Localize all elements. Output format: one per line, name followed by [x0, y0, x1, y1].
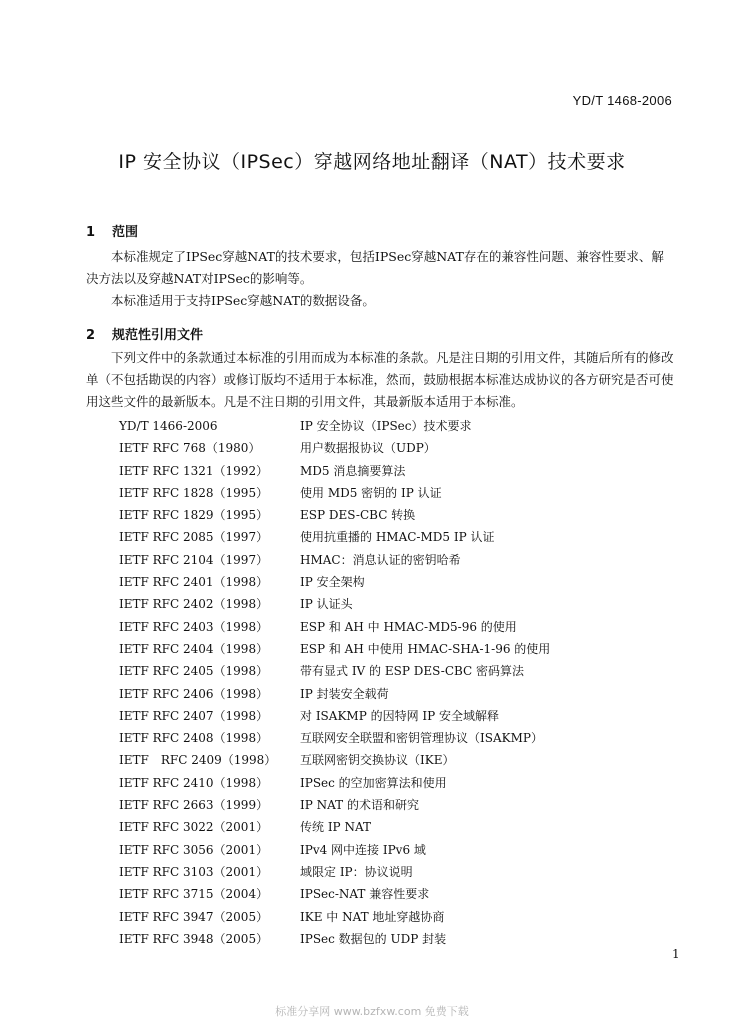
reference-title: IP 安全架构: [300, 575, 365, 590]
reference-title: 用户数据报协议（UDP）: [300, 441, 436, 456]
reference-code: IETF RFC 1829（1995）: [119, 508, 269, 523]
reference-row: [119, 705, 639, 727]
reference-row: [119, 437, 639, 459]
normative-references-paragraph: 下列文件中的条款通过本标准的引用而成为本标准的条款。凡是注日期的引用文件，其随后所有的修改单（不包括勘误的内容）或修订版均不适用于本标准，然而，鼓励根据本标准达成协议的各方研究是否可使用这些文件的最新版本。凡是不注日期的引用文件，其最新版本适用于本标准。: [86, 350, 674, 409]
reference-row: [119, 660, 639, 682]
reference-code: IETF RFC 2408（1998）: [119, 731, 269, 746]
reference-code: IETF RFC 2404（1998）: [119, 641, 269, 656]
reference-row: [119, 526, 639, 548]
reference-title: ESP 和 AH 中 HMAC-MD5-96 的使用: [300, 619, 517, 634]
reference-row: [119, 772, 639, 794]
reference-row: [119, 593, 639, 615]
reference-row: [119, 460, 639, 482]
reference-row: [119, 794, 639, 816]
reference-title: 传统 IP NAT: [300, 820, 371, 835]
reference-row: [119, 482, 639, 504]
section-number: 2: [86, 328, 96, 343]
reference-code: IETF RFC 3022（2001）: [119, 820, 269, 835]
reference-code: IETF RFC 3715（2004）: [119, 887, 269, 902]
reference-title: IPSec 数据包的 UDP 封装: [300, 931, 447, 946]
reference-row: [119, 415, 639, 437]
reference-title: 互联网密钥交换协议（IKE）: [300, 753, 455, 768]
reference-code: IETF RFC 2403（1998）: [119, 619, 269, 634]
reference-title: MD5 消息摘要算法: [300, 463, 406, 478]
reference-row: [119, 504, 639, 526]
reference-row: [119, 906, 639, 928]
reference-code: IETF RFC 3103（2001）: [119, 864, 269, 879]
reference-row: [119, 839, 639, 861]
section-title: 规范性引用文件: [112, 328, 204, 343]
reference-row: [119, 571, 639, 593]
reference-title: 带有显式 IV 的 ESP DES-CBC 密码算法: [300, 664, 525, 679]
document-title: IP 安全协议（IPSec）穿越网络地址翻译（NAT）技术要求: [118, 151, 626, 173]
reference-code: IETF RFC 2410（1998）: [119, 775, 269, 790]
reference-row: [119, 727, 639, 749]
reference-row: [119, 749, 639, 771]
standard-code: YD/T 1468-2006: [572, 93, 672, 108]
reference-title: IKE 中 NAT 地址穿越协商: [300, 909, 445, 924]
reference-code: IETF RFC 768（1980）: [119, 441, 261, 456]
reference-title: IP NAT 的术语和研究: [300, 798, 419, 813]
reference-code: IETF RFC 3947（2005）: [119, 909, 269, 924]
reference-code: YD/T 1466-2006: [119, 419, 218, 433]
section-2-heading: [86, 324, 203, 343]
reference-code: IETF RFC 3948（2005）: [119, 931, 269, 946]
section-title: 范围: [112, 225, 139, 240]
reference-code: IETF RFC 2663（1999）: [119, 798, 269, 813]
reference-row: [119, 861, 639, 883]
reference-code: IETF RFC 2085（1997）: [119, 530, 269, 545]
reference-title: ESP DES-CBC 转换: [300, 508, 416, 523]
scope-paragraph-1: 本标准规定了IPSec穿越NAT的技术要求，包括IPSec穿越NAT存在的兼容性问题、兼容性要求、解决方法以及穿越NAT对IPSec的影响等。: [86, 249, 664, 286]
reference-list: [119, 415, 639, 950]
reference-code: IETF RFC 1828（1995）: [119, 485, 269, 500]
scope-paragraph-2: 本标准适用于支持IPSec穿越NAT的数据设备。: [111, 293, 375, 308]
reference-code: IETF RFC 2401（1998）: [119, 575, 269, 590]
reference-title: ESP 和 AH 中使用 HMAC-SHA-1-96 的使用: [300, 641, 551, 656]
reference-row: [119, 883, 639, 905]
reference-code: IETF RFC 2409（1998）: [119, 753, 277, 768]
reference-code: IETF RFC 2104（1997）: [119, 552, 269, 567]
reference-title: IPSec-NAT 兼容性要求: [300, 887, 430, 902]
reference-title: 使用 MD5 密钥的 IP 认证: [300, 485, 442, 500]
site-watermark[interactable]: 标准分享网 www.bzfxw.com 免费下载: [275, 1005, 469, 1018]
reference-title: IP 认证头: [300, 597, 353, 612]
reference-title: 互联网安全联盟和密钥管理协议（ISAKMP）: [300, 731, 543, 746]
reference-row: [119, 816, 639, 838]
reference-title: IPv4 网中连接 IPv6 域: [300, 842, 426, 857]
reference-title: 对 ISAKMP 的因特网 IP 安全域解释: [300, 708, 500, 723]
reference-code: IETF RFC 2405（1998）: [119, 664, 269, 679]
reference-row: [119, 549, 639, 571]
reference-title: 使用抗重播的 HMAC-MD5 IP 认证: [300, 530, 495, 545]
reference-title: IP 安全协议（IPSec）技术要求: [300, 419, 472, 433]
section-1-heading: [86, 221, 138, 240]
reference-title: IPSec 的空加密算法和使用: [300, 775, 447, 790]
reference-code: IETF RFC 3056（2001）: [119, 842, 269, 857]
reference-code: IETF RFC 2407（1998）: [119, 708, 269, 723]
reference-code: IETF RFC 2406（1998）: [119, 686, 269, 701]
reference-row: [119, 928, 639, 950]
reference-code: IETF RFC 1321（1992）: [119, 463, 269, 478]
reference-title: IP 封装安全载荷: [300, 686, 389, 701]
reference-code: IETF RFC 2402（1998）: [119, 597, 269, 612]
reference-title: HMAC：消息认证的密钥哈希: [300, 552, 461, 567]
reference-row: [119, 683, 639, 705]
section-number: 1: [86, 225, 96, 240]
page-number: 1: [672, 947, 680, 961]
reference-row: [119, 616, 639, 638]
reference-row: [119, 638, 639, 660]
reference-title: 域限定 IP：协议说明: [300, 864, 413, 879]
